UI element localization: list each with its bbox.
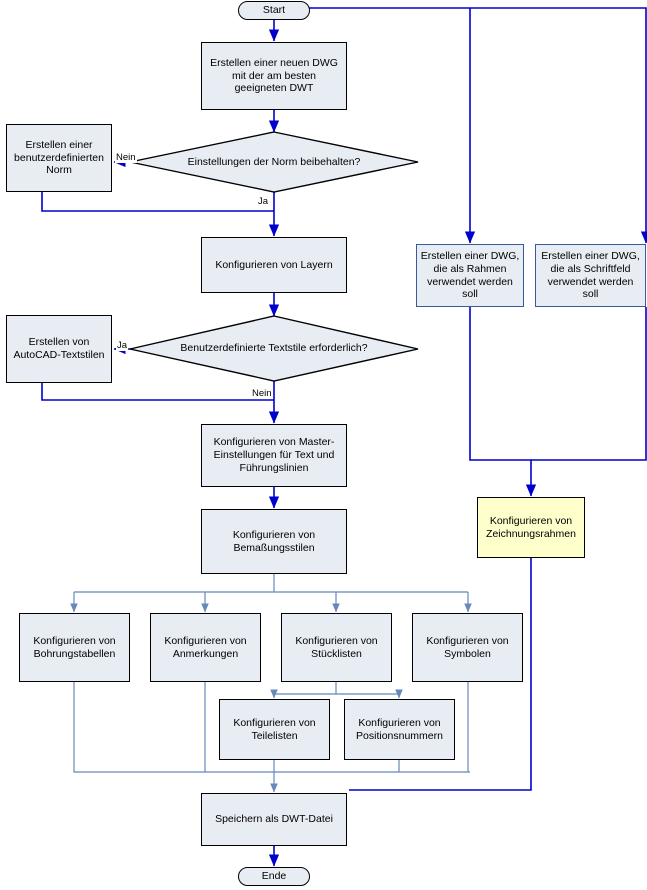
node-start xyxy=(238,1,310,20)
node-decision-norm xyxy=(130,132,418,192)
node-drawing-frames-label: Konfigurieren von Zeichnungsrahmen xyxy=(486,514,576,540)
node-symbols-label: Konfigurieren von Symbolen xyxy=(426,634,509,660)
edge-label-ja-textstyles: Ja xyxy=(117,340,128,351)
node-title-dwg xyxy=(535,244,646,307)
node-annotations-label: Konfigurieren von Anmerkungen xyxy=(164,634,247,660)
node-master-text xyxy=(201,424,347,487)
node-annotations xyxy=(150,613,261,682)
node-holetables-label: Konfigurieren von Bohrungstabellen xyxy=(33,634,116,660)
node-border-dwg xyxy=(416,244,524,307)
node-custom-norm-label: Erstellen einer benutzerdefinierten Norm xyxy=(14,138,104,177)
node-symbols xyxy=(412,613,523,682)
node-new-dwg-label: Erstellen einer neuen DWG mit der am besten geeigneten DWT xyxy=(210,56,338,95)
node-decision-textstyles-label: Benutzerdefinierte Textstile erforderlich? xyxy=(180,342,368,355)
node-border-dwg-label: Erstellen einer DWG, die als Rahmen verwendet werden soll xyxy=(420,249,520,301)
node-partlists xyxy=(219,699,330,760)
node-balloons-label: Konfigurieren von Positionsnummern xyxy=(356,716,443,742)
node-holetables xyxy=(19,613,130,682)
node-boms xyxy=(281,613,392,682)
node-start-label: Start xyxy=(262,4,286,17)
node-acad-textstyles xyxy=(6,315,112,383)
node-partlists-label: Konfigurieren von Teilelisten xyxy=(233,716,316,742)
edge-label-nein-textstyles: Nein xyxy=(252,388,272,399)
node-decision-norm-label: Einstellungen der Norm beibehalten? xyxy=(187,155,361,168)
edge-label-ja-norm: Ja xyxy=(258,196,269,207)
node-dimstyles xyxy=(201,509,347,574)
node-new-dwg xyxy=(201,42,347,110)
node-save-dwt-label: Speichern als DWT-Datei xyxy=(215,813,333,826)
node-end xyxy=(238,867,310,886)
node-boms-label: Konfigurieren von Stücklisten xyxy=(295,634,378,660)
node-acad-textstyles-label: Erstellen von AutoCAD-Textstilen xyxy=(13,336,105,361)
edge-label-nein-norm: Nein xyxy=(116,152,136,163)
node-end-label: Ende xyxy=(261,870,287,883)
node-custom-norm xyxy=(6,124,112,192)
node-balloons xyxy=(344,699,455,760)
node-title-dwg-label: Erstellen einer DWG, die als Schriftfeld verwendet werden soll xyxy=(541,249,640,301)
node-save-dwt xyxy=(201,793,347,846)
node-layers xyxy=(201,237,347,293)
node-decision-textstyles xyxy=(130,316,418,381)
node-dimstyles-label: Konfigurieren von Bemaßungsstilen xyxy=(232,528,316,554)
node-drawing-frames xyxy=(477,497,585,558)
node-master-text-label: Konfigurieren von Master-Einstellungen für Text und Führungslinien xyxy=(213,436,335,474)
node-layers-label: Konfigurieren von Layern xyxy=(215,258,333,271)
